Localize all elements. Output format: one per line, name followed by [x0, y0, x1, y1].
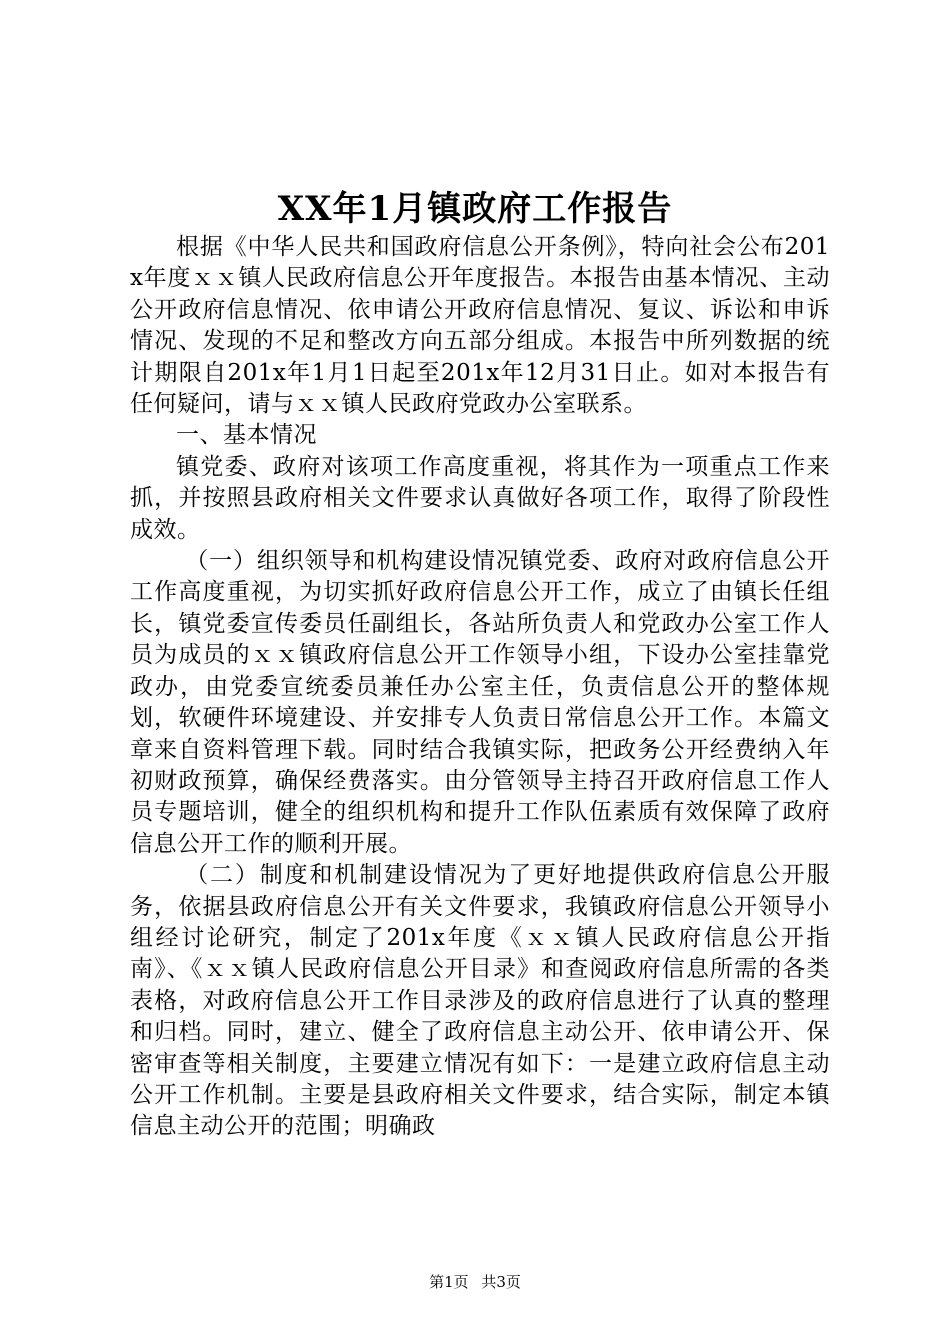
organization-paragraph: （一）组织领导和机构建设情况镇党委、政府对政府信息公开工作高度重视，为切实抓好政府信息公开工作，成立了由镇长任组长，镇党委宣传委员任副组长，各站所负责人和党政办公室工作人员为成员的ｘｘ镇政府信息公开工作领导小组，下设办公室挂靠党政办，由党委宣统委员兼任办公室主任，负责信息公开的整体规划，软硬件环境建设、并安排专人负责日常信息公开工作。本篇文章来自资料管理下载。同时结合我镇实际，把政务公开经费纳入年初财政预算，确保经费落实。由分管领导主持召开政府信息工作人员专题培训，健全的组织机构和提升工作队伍素质有效保障了政府信息公开工作的顺利开展。	[130, 548, 830, 857]
section-heading-basic-situation: 一、基本情况	[176, 422, 317, 449]
page-number: 第1页	[429, 1273, 469, 1291]
basic-situation-paragraph: 镇党委、政府对该项工作高度重视，将其作为一项重点工作来抓，并按照县政府相关文件要求认真做好各项工作，取得了阶段性成效。	[130, 453, 830, 543]
intro-paragraph: 根据《中华人民共和国政府信息公开条例》，特向社会公布201x年度ｘｘ镇人民政府信息公开年度报告。本报告由基本情况、主动公开政府信息情况、依申请公开政府信息情况、复议、诉讼和申诉情况、发现的不足和整改方向五部分组成。本报告中所列数据的统计期限自201x年1月1日起至201x年12月31日止。如对本报告有任何疑问，请与ｘｘ镇人民政府党政办公室联系。	[130, 234, 830, 418]
system-building-paragraph: （二）制度和机制建设情况为了更好地提供政府信息公开服务，依据县政府信息公开有关文件要求，我镇政府信息公开领导小组经讨论研究，制定了201x年度《ｘｘ镇人民政府信息公开指南》、《ｘｘ镇人民政府信息公开目录》和查阅政府信息所需的各类表格，对政府信息公开工作目录涉及的政府信息进行了认真的整理和归档。同时，建立、健全了政府信息主动公开、依申请公开、保密审查等相关制度，主要建立情况有如下：一是建立政府信息主动公开工作机制。主要是县政府相关文件要求，结合实际，制定本镇信息主动公开的范围；明确政	[130, 862, 830, 1140]
page-footer	[0, 1272, 950, 1292]
document-title: XX年1月镇政府工作报告	[277, 189, 673, 229]
document-body	[130, 232, 830, 1143]
total-pages: 共3页	[481, 1273, 521, 1291]
